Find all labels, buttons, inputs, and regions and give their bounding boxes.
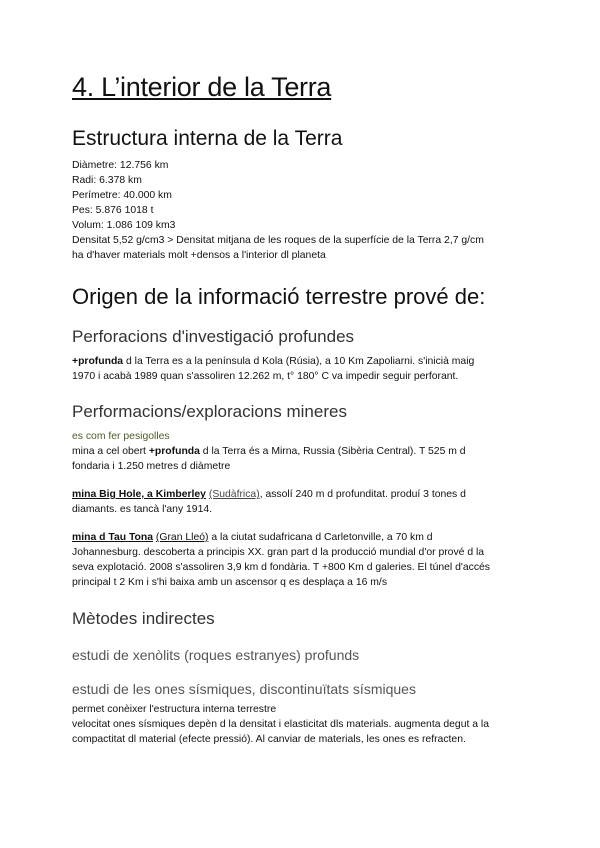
heading-exploracions: Performacions/exploracions mineres [72, 402, 347, 421]
text-run: a la ciutat sudafricana d Carletonville, a 70 km d [208, 532, 433, 543]
text-line: Volum: 1.086 109 km3 [72, 220, 176, 231]
bold-term: mina Big Hole, a Kimberley [72, 489, 206, 500]
text-run: d la Terra es a la península d Kola (Rúsia), a 10 Km Zapoliarni. s'inicià maig [123, 356, 475, 367]
bold-term: +profunda [72, 356, 124, 367]
text-line: 1970 i acabà 1989 quan s'assoliren 12.262 m, t° 180° C va impedir seguir perforant. [72, 371, 459, 382]
bold-term: mina d Tau Tona [72, 532, 154, 543]
text-line: ha d'haver materials molt +densos a l'interior dl planeta [72, 250, 326, 261]
text-line: Radi: 6.378 km [72, 175, 142, 186]
page-title: 4. L’interior de la Terra [72, 72, 332, 102]
exploracions-p3 [72, 530, 542, 590]
text-run: mina a cel obert [72, 446, 149, 457]
heading-ones: estudi de les ones sísmiques, discontinuïtats sísmiques [72, 681, 416, 697]
text-line: fondaria i 1.250 metres d diàmetre [72, 461, 231, 472]
heading-origen: Origen de la informació terrestre prové de: [72, 284, 486, 309]
text-line: velocitat ones sísmiques depèn d la densitat i elasticitat dls materials. augmenta degut a la [72, 719, 490, 730]
estructura-data [72, 158, 542, 263]
ones-text [72, 702, 542, 747]
text-line: diamants. es tancà l'any 1914. [72, 504, 213, 515]
heading-perforacions: Perforacions d'investigació profundes [72, 327, 355, 346]
text-run: d la Terra és a Mirna, Russia (Sibèria Central). T 525 m d [199, 446, 466, 457]
heading-indirectes: Mètodes indirectes [72, 609, 215, 628]
text-line: compactitat dl material (efecte pressió). Al canviar de materials, les ones es refracten. [72, 734, 466, 745]
heading-xenolits: estudi de xenòlits (roques estranyes) profunds [72, 647, 360, 663]
text-run: , assolí 240 m d profunditat. produí 3 tones d [259, 489, 466, 500]
text-line: Densitat 5,52 g/cm3 > Densitat mitjana de les roques de la superfície de la Terra 2,7 g/cm [72, 235, 484, 246]
underlined-term: (Gran Lleó) [155, 532, 209, 543]
note-text: es com fer pesigolles [72, 431, 170, 442]
text-line: seva explotació. 2008 s'assoliren 3,9 km d fondària. T +800 Km d galeries. El túnel d'accés [72, 562, 491, 573]
exploracions-p2 [72, 487, 542, 517]
text-line: Diàmetre: 12.756 km [72, 160, 169, 171]
perforacions-text [72, 354, 542, 384]
text-line: permet conèixer l'estructura interna terrestre [72, 704, 277, 715]
bold-term: +profunda [148, 446, 200, 457]
exploracions-p1 [72, 429, 542, 474]
text-line: Johannesburg. descoberta a principis XX. gran part d la producció mundial d'or prové d la [72, 547, 485, 558]
heading-estructura: Estructura interna de la Terra [72, 127, 343, 150]
text-line: principal t 2 Km i s'hi baixa amb un ascensor q es desplaça a 16 m/s [72, 577, 388, 588]
underlined-term: (Sudàfrica) [208, 489, 260, 500]
text-line: Perímetre: 40.000 km [72, 190, 172, 201]
text-line: Pes: 5.876 1018 t [72, 205, 154, 216]
